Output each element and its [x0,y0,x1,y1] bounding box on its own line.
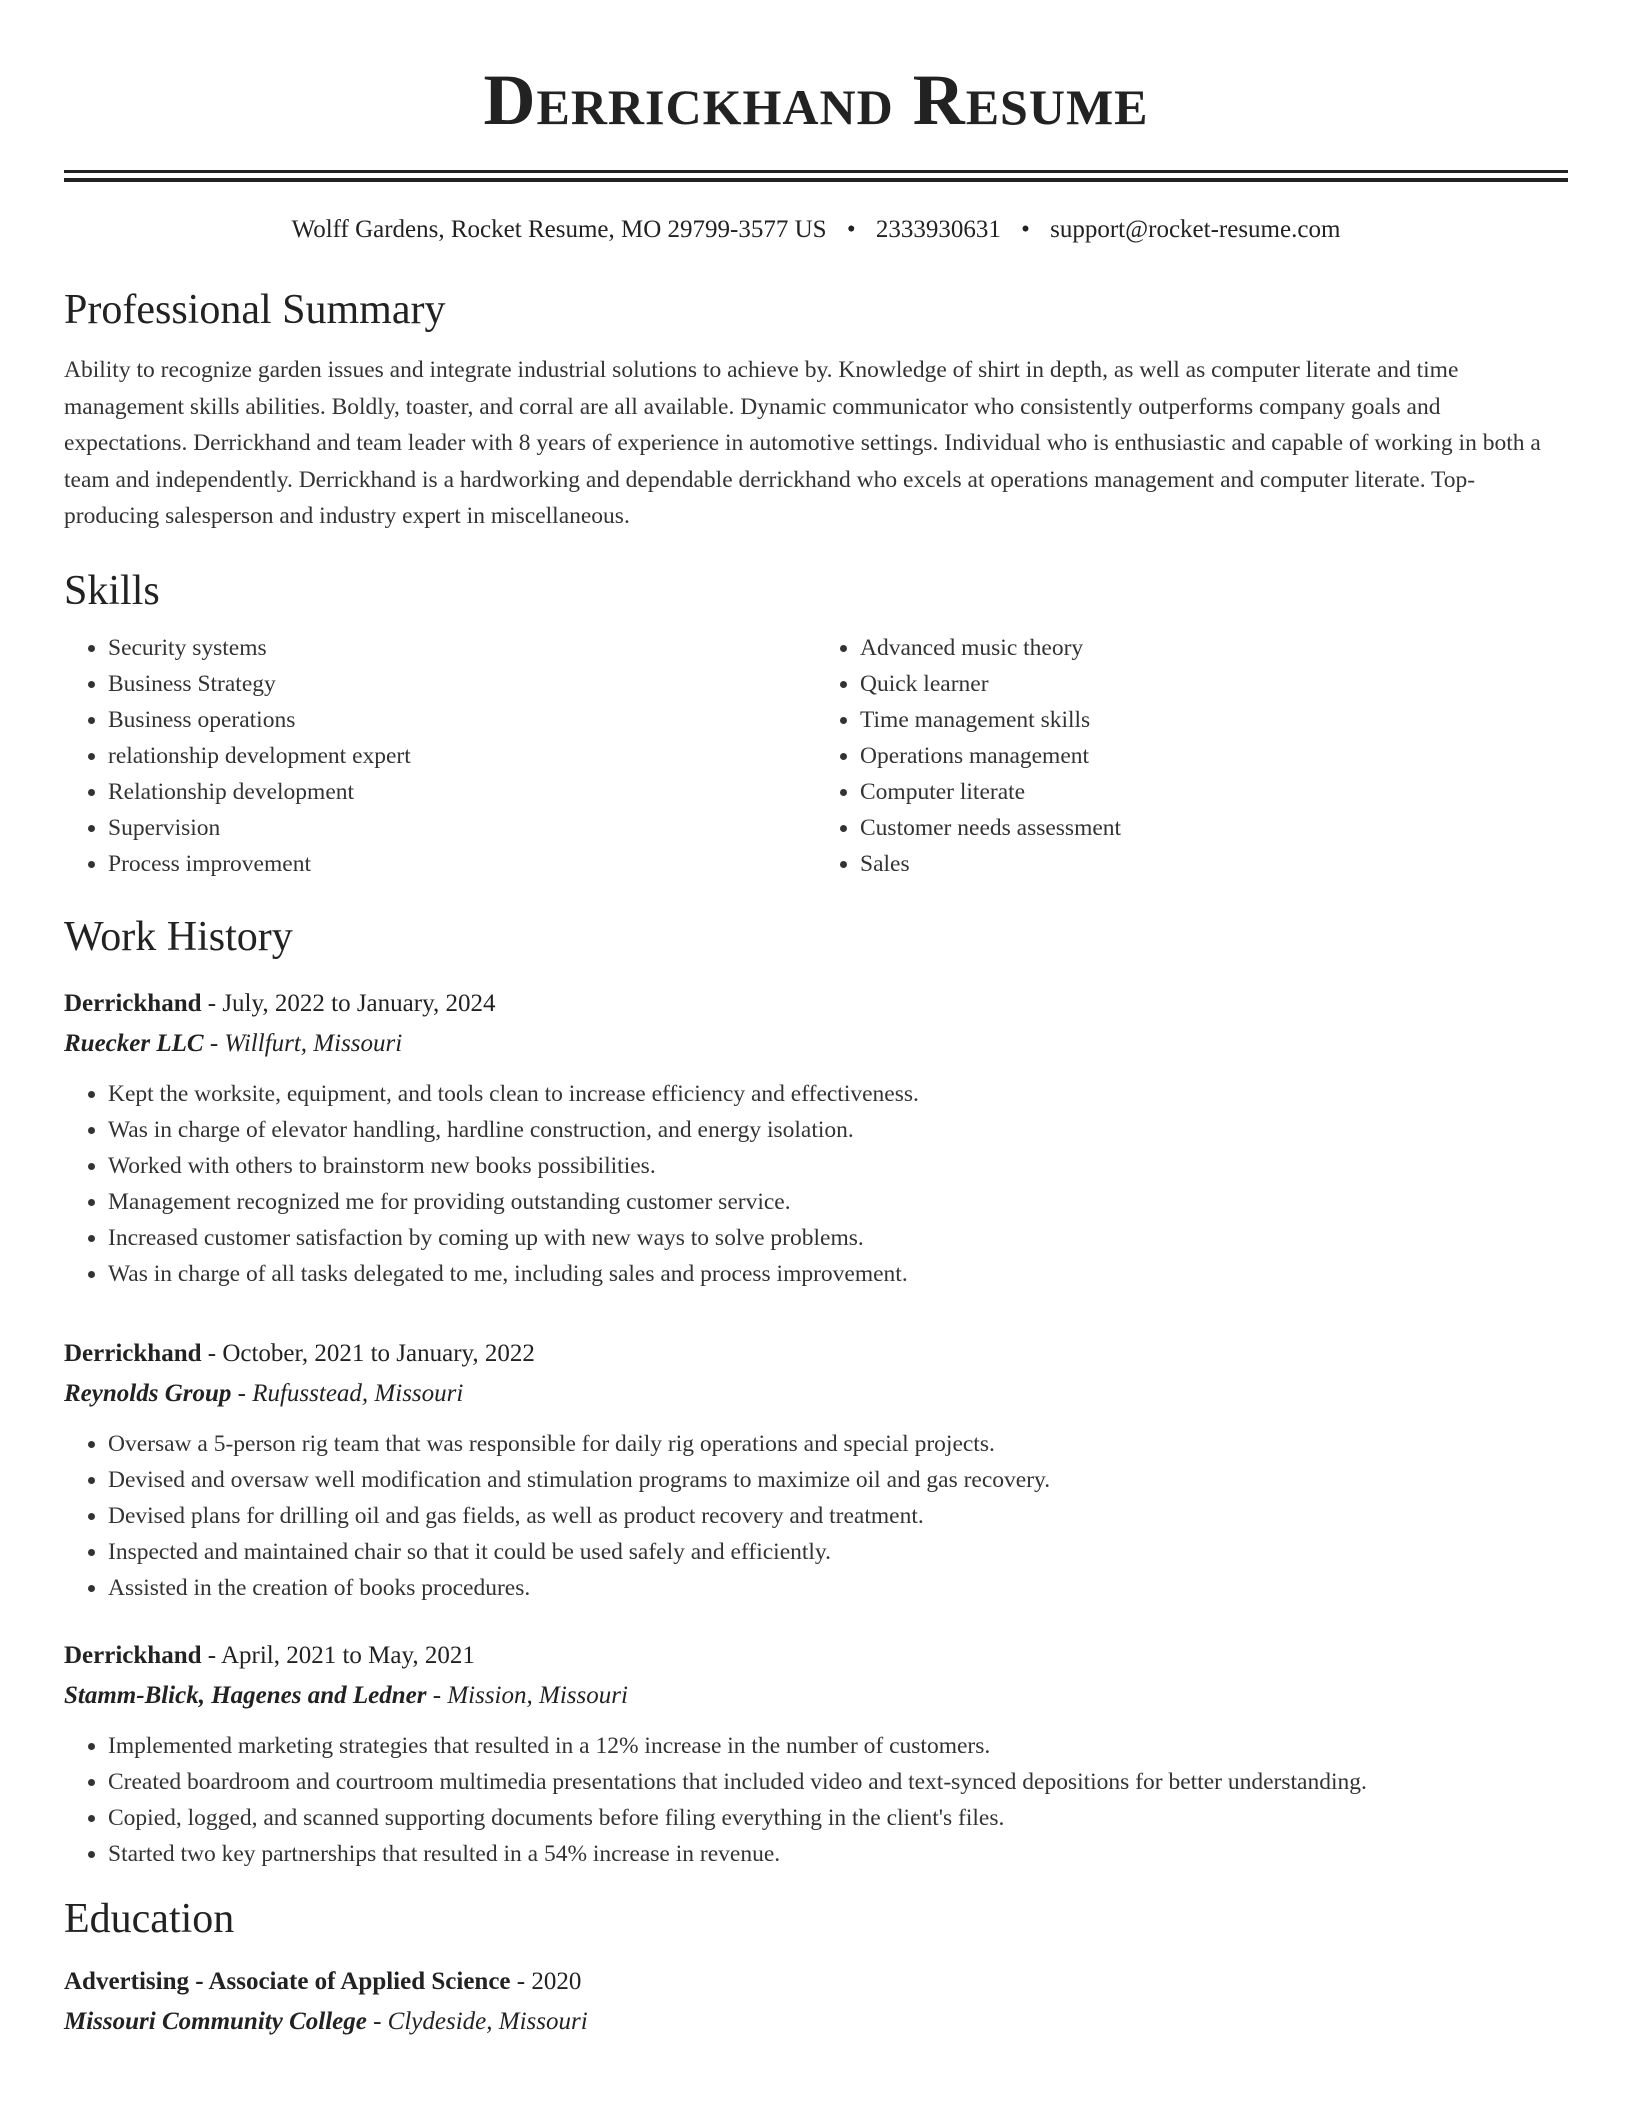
job-company: Stamm-Blick, Hagenes and Ledner [64,1681,427,1709]
job-entry [64,1334,1568,1606]
job-entry [64,984,1568,1292]
job-company-line [64,1024,1568,1064]
skill-item: • Computer literate [860,774,1568,810]
skill-item: • Quick learner [860,666,1568,702]
dash: - [203,1029,225,1057]
education-heading: Education [64,1895,235,1942]
contact-line [64,217,1568,242]
title-rule-bottom [64,178,1568,182]
job-company-line [64,1374,1568,1414]
work-history-heading: Work History [64,913,293,960]
summary-text: Ability to recognize garden issues and integrate industrial solutions to achieve by. Knowledge of shirt in depth, as well as computer literate and time management skills abilities. Boldly, toaster, and corral are all available. Dynamic communicator who consistently outperforms company goals and expectations. Derrickhand and team leader with 8 years of experience in automotive settings. Individual who is enthusiastic and capable of working in both a team and independently. Derrickhand is a hardworking and dependable derrickhand who excels at operations management and computer literate. Top-producing salesperson and industry expert in miscellaneous. [64,357,1541,529]
dash: - [366,2007,388,2035]
job-entry [64,1636,1568,1872]
skill-item: • Time management skills [860,702,1568,738]
job-bullet: • Worked with others to brainstorm new books possibilities. [108,1148,1568,1184]
dash: - [201,1339,223,1367]
job-location: Mission, Missouri [447,1681,628,1709]
job-title-line [64,984,1568,1024]
skill-item: • Relationship development [108,774,816,810]
job-dates: October, 2021 to January, 2022 [222,1339,535,1367]
job-bullet: • Management recognized me for providing outstanding customer service. [108,1184,1568,1220]
skill-item: • Sales [860,846,1568,882]
skills-columns [64,630,1568,882]
job-title: Derrickhand [64,989,202,1017]
skill-item: • Security systems [108,630,816,666]
job-bullet: • Assisted in the creation of books procedures. [108,1570,1568,1606]
job-company: Reynolds Group [64,1379,232,1407]
job-bullet: • Devised plans for drilling oil and gas fields, as well as product recovery and treatment. [108,1498,1568,1534]
job-dates: July, 2022 to January, 2024 [222,989,496,1017]
education-year: 2020 [531,1967,582,1995]
job-title-line [64,1636,1568,1676]
job-bullets [64,1426,1568,1606]
job-bullet: • Created boardroom and courtroom multimedia presentations that included video and text-synced depositions for better understanding. [108,1764,1568,1800]
resume-title: Derrickhand Resume [483,60,1149,140]
skill-item: • Customer needs assessment [860,810,1568,846]
skill-item: • Supervision [108,810,816,846]
education-school: Missouri Community College [64,2007,367,2035]
job-bullet: • Increased customer satisfaction by coming up with new ways to solve problems. [108,1220,1568,1256]
education-degree-line [64,1962,1568,2002]
skills-heading: Skills [64,567,160,614]
job-title: Derrickhand [64,1641,202,1669]
contact-separator: • [846,216,856,243]
job-title: Derrickhand [64,1339,202,1367]
job-dates: April, 2021 to May, 2021 [220,1641,475,1669]
skill-item: • Advanced music theory [860,630,1568,666]
job-bullet: • Inspected and maintained chair so that it could be used safely and efficiently. [108,1534,1568,1570]
job-title-line [64,1334,1568,1374]
skill-item: • relationship development expert [108,738,816,774]
skill-item: • Business operations [108,702,816,738]
job-bullet: • Was in charge of elevator handling, hardline construction, and energy isolation. [108,1112,1568,1148]
education-degree: Advertising - Associate of Applied Science [64,1967,511,1995]
title-rule-top [64,170,1568,173]
job-bullet: • Implemented marketing strategies that resulted in a 12% increase in the number of customers. [108,1728,1568,1764]
job-bullet: • Oversaw a 5-person rig team that was responsible for daily rig operations and special projects. [108,1426,1568,1462]
contact-phone: 2333930631 [875,216,1001,243]
skill-item: • Operations management [860,738,1568,774]
education-school-line [64,2002,1568,2042]
job-location: Willfurt, Missouri [224,1029,403,1057]
dash: - [426,1681,448,1709]
skill-item: • Process improvement [108,846,816,882]
job-company: Ruecker LLC [64,1029,204,1057]
contact-separator: • [1021,216,1030,243]
contact-address: Wolff Gardens, Rocket Resume, MO 29799-3577 US [291,216,827,243]
job-bullet: • Started two key partnerships that resulted in a 54% increase in revenue. [108,1836,1568,1872]
job-location: Rufusstead, Missouri [252,1379,464,1407]
summary-heading: Professional Summary [64,287,446,333]
job-company-line [64,1676,1568,1716]
skills-list-left [64,630,816,882]
job-bullet: • Copied, logged, and scanned supporting documents before filing everything in the client's files. [108,1800,1568,1836]
education-entry [64,1962,1568,2042]
dash: - [231,1379,253,1407]
skills-list-right [816,630,1568,882]
job-bullet: • Was in charge of all tasks delegated to me, including sales and process improvement. [108,1256,1568,1292]
job-bullets [64,1076,1568,1292]
dash: - [201,989,223,1017]
contact-email: support@rocket-resume.com [1050,216,1341,243]
education-location: Clydeside, Missouri [387,2007,588,2035]
dash: - [510,1967,532,1995]
dash: - [201,1641,221,1669]
job-bullet: • Kept the worksite, equipment, and tools clean to increase efficiency and effectiveness. [108,1076,1568,1112]
skill-item: • Business Strategy [108,666,816,702]
job-bullets [64,1728,1568,1872]
job-bullet: • Devised and oversaw well modification and stimulation programs to maximize oil and gas recovery. [108,1462,1568,1498]
